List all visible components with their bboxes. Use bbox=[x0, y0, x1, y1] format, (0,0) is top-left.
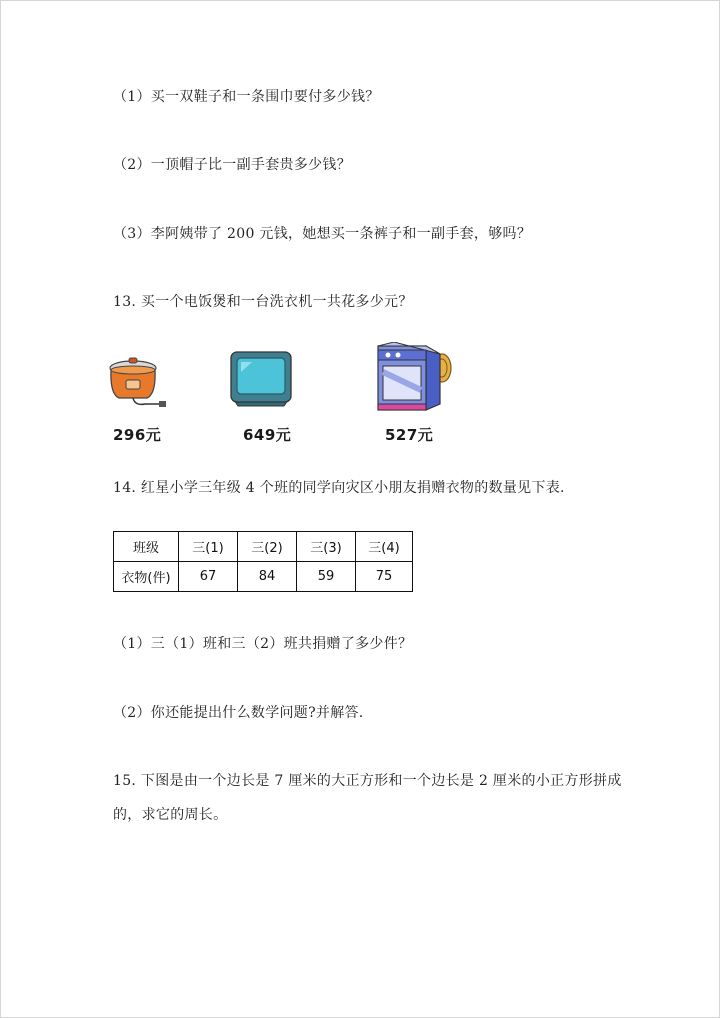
table-cell: 75 bbox=[356, 562, 413, 592]
question-15-line-1: 15. 下图是由一个边长是 7 厘米的大正方形和一个边长是 2 厘米的小正方形拼成 bbox=[113, 773, 622, 789]
question-14-part-2: （2）你还能提出什么数学问题?并解答. bbox=[113, 705, 364, 721]
table-cell: 67 bbox=[179, 562, 238, 592]
television-image bbox=[230, 350, 292, 408]
table-cell: 三(1) bbox=[179, 532, 238, 562]
rice-cooker-image bbox=[107, 356, 169, 408]
table-cell: 班级 bbox=[114, 532, 179, 562]
washing-machine-image bbox=[374, 342, 452, 412]
table-header-row bbox=[114, 532, 413, 562]
question-12-part-2: （2）一顶帽子比一副手套贵多少钱？ bbox=[113, 157, 352, 173]
rice-cooker-price: 296元 bbox=[113, 426, 162, 444]
table-cell: 三(4) bbox=[356, 532, 413, 562]
table-cell: 三(3) bbox=[297, 532, 356, 562]
table-row bbox=[114, 562, 413, 592]
question-15-line-2: 的，求它的周长。 bbox=[113, 807, 228, 823]
table-cell: 84 bbox=[238, 562, 297, 592]
table-cell: 59 bbox=[297, 562, 356, 592]
question-14: 14. 红星小学三年级 4 个班的同学向灾区小朋友捐赠衣物的数量见下表. bbox=[113, 480, 565, 496]
table-cell: 衣物(件) bbox=[114, 562, 179, 592]
question-14-part-1: （1）三（1）班和三（2）班共捐赠了多少件？ bbox=[113, 636, 413, 652]
question-12-part-1: （1）买一双鞋子和一条围巾要付多少钱？ bbox=[113, 89, 380, 105]
washing-machine-price: 527元 bbox=[385, 426, 434, 444]
table-cell: 三(2) bbox=[238, 532, 297, 562]
donation-table bbox=[113, 531, 413, 592]
question-12-part-3: （3）李阿姨带了 200 元钱，她想买一条裤子和一副手套，够吗？ bbox=[113, 226, 532, 242]
question-13: 13. 买一个电饭煲和一台洗衣机一共花多少元？ bbox=[113, 294, 413, 310]
television-price: 649元 bbox=[243, 426, 292, 444]
